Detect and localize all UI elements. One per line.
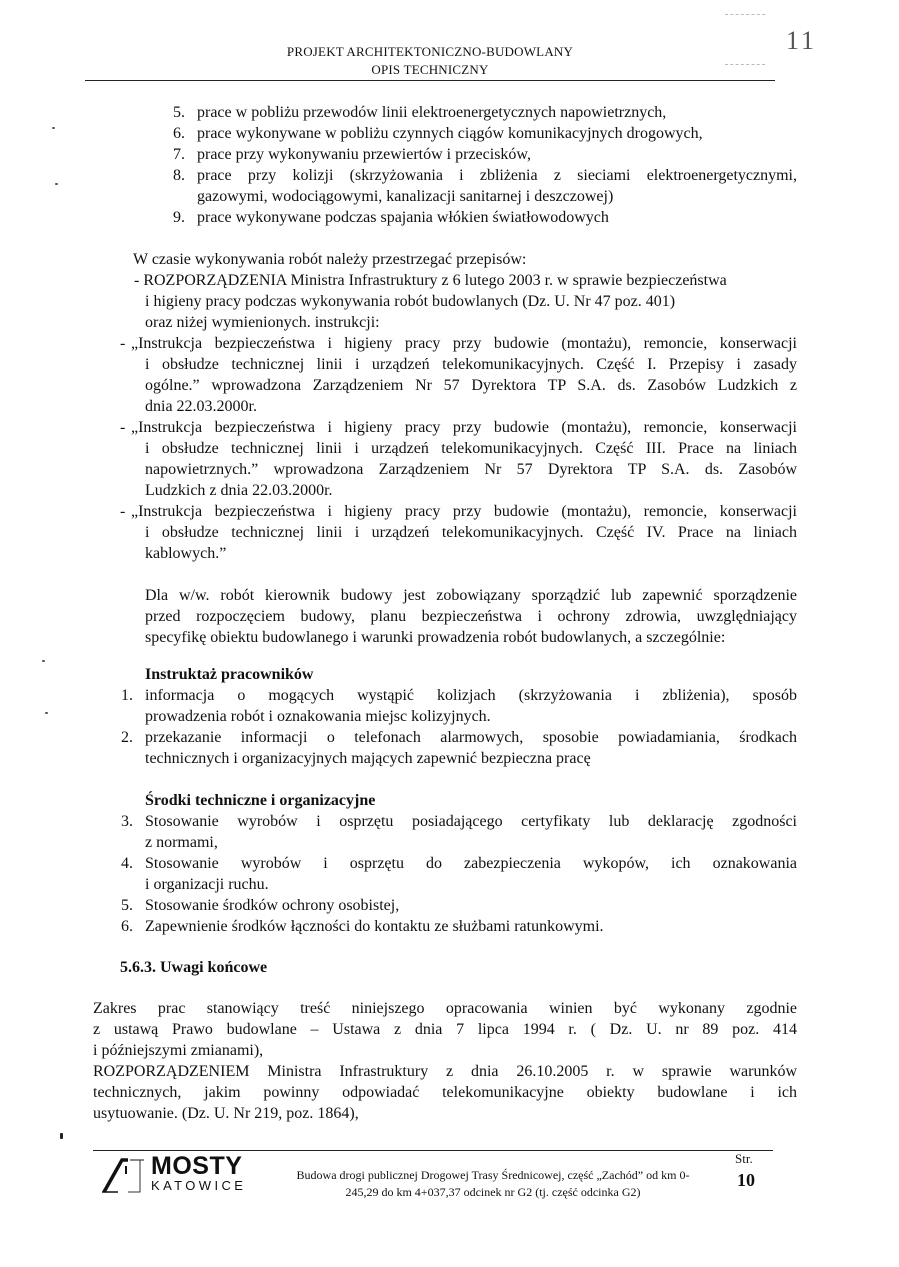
- instruction-text: Ludzkich z dnia 22.03.2000r.: [145, 482, 333, 499]
- regulation-line: - ROZPORZĄDZENIA Ministra Infrastruktury z 6 lutego 2003 r. w sprawie bezpieczeństwa: [134, 272, 727, 289]
- list-item-text: Stosowanie wyrobów i osprzętu do zabezpieczenia wykopów, ich oznakowania: [145, 855, 797, 872]
- list-item-number: 4.: [121, 855, 133, 872]
- instruction-text: napowietrznych.” wprowadzona Zarządzeniem Nr 57 Dyrektora TP S.A. ds. Zasobów: [145, 461, 797, 478]
- list-item-number: 8.: [173, 167, 185, 184]
- paragraph-line: usytuowanie. (Dz. U. Nr 219, poz. 1864),: [93, 1105, 359, 1122]
- list-item-number: 3.: [121, 813, 133, 830]
- list-item-text: prace wykonywane podczas spajania włókien światłowodowych: [197, 209, 609, 226]
- header-document-type: OPIS TECHNICZNY: [371, 62, 489, 77]
- list-item-text: prace przy kolizji (skrzyżowania i zbliżenia z sieciami elektroenergetycznymi,: [197, 167, 797, 184]
- list-item-text: gazowymi, wodociągowymi, kanalizacji sanitarnej i deszczowej): [197, 188, 614, 205]
- list-item-text: informacja o mogących wystąpić kolizjach (skrzyżowania i zbliżenia), sposób: [145, 687, 797, 704]
- regulations-intro: W czasie wykonywania robót należy przestrzegać przepisów:: [133, 251, 527, 268]
- list-item-text: Stosowanie wyrobów i osprzętu posiadającego certyfikaty lub deklarację zgodności: [145, 813, 797, 830]
- paragraph-line: technicznych, jakim powinny odpowiadać telekomunikacyjne obiekty budowlane i ich: [93, 1084, 797, 1101]
- regulation-line: i higieny pracy podczas wykonywania robót budowlanych (Dz. U. Nr 47 poz. 401): [145, 293, 676, 310]
- instruction-text: „Instrukcja bezpieczeństwa i higieny pracy przy budowie (montażu), remoncie, konserwacji: [131, 335, 797, 352]
- list-item-number: 6.: [173, 125, 185, 142]
- list-item-text: prace przy wykonywaniu przewiertów i przecisków,: [197, 146, 531, 163]
- footer-description-line: Budowa drogi publicznej Drogowej Trasy Średnicowej, część „Zachód” od km 0-: [296, 1168, 690, 1182]
- list-item-number: 5.: [121, 897, 133, 914]
- list-item-text: prace wykonywane w pobliżu czynnych ciągów komunikacyjnych drogowych,: [197, 125, 703, 142]
- regulation-line: oraz niżej wymienionych. instrukcji:: [145, 314, 380, 331]
- list-item-text: Zapewnienie środków łączności do kontaktu ze służbami ratunkowymi.: [145, 918, 604, 935]
- paragraph-line: ROZPORZĄDZENIEM Ministra Infrastruktury z dnia 26.10.2005 r. w sprawie warunków: [93, 1063, 797, 1080]
- list-item-number: 5.: [173, 104, 185, 121]
- list-item-number: 9.: [173, 209, 185, 226]
- list-item-text: technicznych i organizacyjnych mających zapewnić bezpieczna pracę: [145, 750, 591, 767]
- list-item-number: 2.: [121, 729, 133, 746]
- instruction-text: ogólne.” wprowadzona Zarządzeniem Nr 57 Dyrektora TP S.A. ds. Zasobów Ludzkich z: [145, 377, 797, 394]
- paragraph-line: Dla w/w. robót kierownik budowy jest zobowiązany sporządzić lub zapewnić sporządzenie: [145, 587, 797, 604]
- section-heading: 5.6.3. Uwagi końcowe: [120, 959, 268, 976]
- scan-mark: [52, 127, 55, 129]
- page-label: Str.: [735, 1151, 753, 1166]
- list-item-text: z normami,: [145, 834, 218, 851]
- scan-mark: [60, 1133, 63, 1139]
- list-item-text: i organizacji ruchu.: [145, 876, 269, 893]
- paragraph-line: przed rozpoczęciem budowy, planu bezpieczeństwa i ochrony zdrowia, uwzględniający: [145, 608, 797, 625]
- header-project-title: PROJEKT ARCHITEKTONICZNO-BUDOWLANY: [286, 44, 574, 59]
- handwritten-page-stamp: 11: [786, 26, 818, 55]
- scan-mark: [725, 14, 765, 15]
- instruction-text: dnia 22.03.2000r.: [145, 398, 257, 415]
- instruction-dash: -: [120, 503, 126, 520]
- paragraph-line: z ustawą Prawo budowlane – Ustawa z dnia 7 lipca 1994 r. ( Dz. U. nr 89 poz. 414: [93, 1021, 797, 1038]
- list-item-text: Stosowanie środków ochrony osobistej,: [145, 897, 400, 914]
- logo-name: MOSTY: [151, 1152, 243, 1180]
- paragraph-line: Zakres prac stanowiący treść niniejszego opracowania winien być wykonany zgodnie: [93, 1000, 797, 1017]
- list-item-number: 7.: [173, 146, 185, 163]
- paragraph-line: specyfikę obiektu budowlanego i warunki prowadzenia robót budowlanych, a szczególnie:: [145, 629, 726, 646]
- scan-mark: [55, 183, 58, 185]
- list-item-text: prace w pobliżu przewodów linii elektroenergetycznych napowietrznych,: [197, 104, 667, 121]
- footer-rule: [93, 1150, 773, 1151]
- mosty-logo-icon: [100, 1156, 144, 1194]
- instruction-dash: -: [120, 419, 126, 436]
- logo-city: KATOWICE: [151, 1178, 247, 1193]
- list-item-number: 6.: [121, 918, 133, 935]
- instruction-text: „Instrukcja bezpieczeństwa i higieny pracy przy budowie (montażu), remoncie, konserwacji: [131, 503, 797, 520]
- scan-mark: [725, 64, 765, 65]
- list-item-text: prowadzenia robót i oznakowania miejsc kolizyjnych.: [145, 708, 491, 725]
- section-heading: Środki techniczne i organizacyjne: [145, 792, 376, 809]
- header-rule: [85, 80, 775, 81]
- list-item-number: 1.: [121, 687, 133, 704]
- instruction-dash: -: [120, 335, 126, 352]
- list-item-text: przekazanie informacji o telefonach alarmowych, sposobie powiadamiania, środkach: [145, 729, 797, 746]
- instruction-text: i obsłudze technicznej linii i urządzeń telekomunikacyjnych. Część III. Prace na liniach: [145, 440, 797, 457]
- instruction-text: kablowych.”: [145, 545, 227, 562]
- instruction-text: i obsłudze technicznej linii i urządzeń telekomunikacyjnych. Część IV. Prace na liniach: [145, 524, 797, 541]
- instruction-text: i obsłudze technicznej linii i urządzeń telekomunikacyjnych. Część I. Przepisy i zasady: [145, 356, 797, 373]
- footer-description-line: 245,29 do km 4+037,37 odcinek nr G2 (tj. część odcinka G2): [345, 1185, 641, 1199]
- page-number: 10: [737, 1170, 755, 1190]
- paragraph-line: i późniejszymi zmianami),: [93, 1042, 264, 1059]
- footer-description: [258, 1167, 728, 1201]
- scan-mark: [45, 712, 48, 714]
- section-heading: Instruktaż pracowników: [145, 666, 314, 683]
- instruction-text: „Instrukcja bezpieczeństwa i higieny pracy przy budowie (montażu), remoncie, konserwacji: [131, 419, 797, 436]
- scan-mark: [42, 660, 45, 662]
